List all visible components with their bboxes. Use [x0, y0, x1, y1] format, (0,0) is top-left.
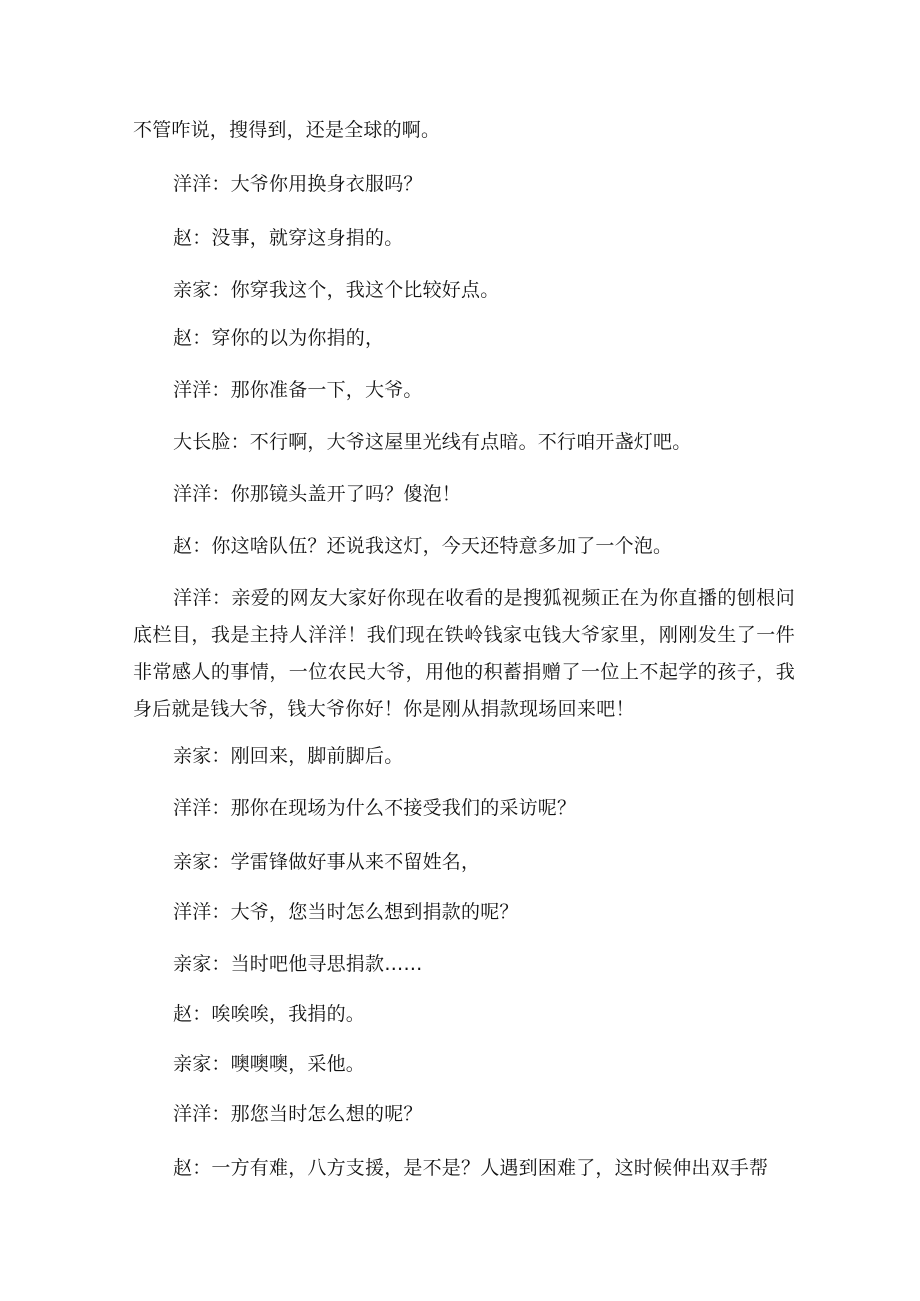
- text-line-14: 亲家：当时吧他寻思捐款……: [173, 953, 423, 975]
- text-line-7: 大长脸：不行啊，大爷这屋里光线有点暗。不行咱开盏灯吧。: [173, 431, 692, 453]
- text-line-2: 洋洋：大爷你用换身衣服吗？: [173, 173, 423, 195]
- text-line-13: 洋洋：大爷，您当时怎么想到捐款的呢？: [173, 901, 519, 923]
- text-line-11: 洋洋：那你在现场为什么不接受我们的采访呢？: [173, 797, 577, 819]
- text-line-12: 亲家：学雷锋做好事从来不留姓名，: [173, 851, 481, 873]
- text-line-8: 洋洋：你那镜头盖开了吗？傻泡！: [173, 483, 462, 505]
- text-line-16: 亲家：噢噢噢，采他。: [173, 1053, 366, 1075]
- text-line-17: 洋洋：那您当时怎么想的呢？: [173, 1103, 423, 1125]
- text-line-6: 洋洋：那你准备一下，大爷。: [173, 379, 423, 401]
- text-line-4: 亲家：你穿我这个，我这个比较好点。: [173, 279, 500, 301]
- long-paragraph: 洋洋：亲爱的网友大家好你现在收看的是搜狐视频正在为你直播的刨根问底栏目，我是主持人洋洋！我们现在铁岭钱家屯钱大爷家里，刚刚发生了一件非常感人的事情，一位农民大爷，用他的积蓄捐赠了一位上不起学的孩子，我身后就是钱大爷，钱大爷你好！你是刚从捐款现场回来吧！: [133, 587, 795, 720]
- text-line-15: 赵：唉唉唉，我捐的。: [173, 1003, 366, 1025]
- text-line-3: 赵：没事，就穿这身捐的。: [173, 227, 404, 249]
- text-line-10: 亲家：刚回来，脚前脚后。: [173, 745, 404, 767]
- text-line-5: 赵：穿你的以为你捐的，: [173, 327, 385, 349]
- text-line-18: 赵：一方有难，八方支援，是不是？人遇到困难了，这时候伸出双手帮: [173, 1157, 769, 1179]
- text-line-1: 不管咋说，搜得到，还是全球的啊。: [133, 119, 441, 141]
- text-line-9: 赵：你这啥队伍？还说我这灯，今天还特意多加了一个泡。: [173, 535, 673, 557]
